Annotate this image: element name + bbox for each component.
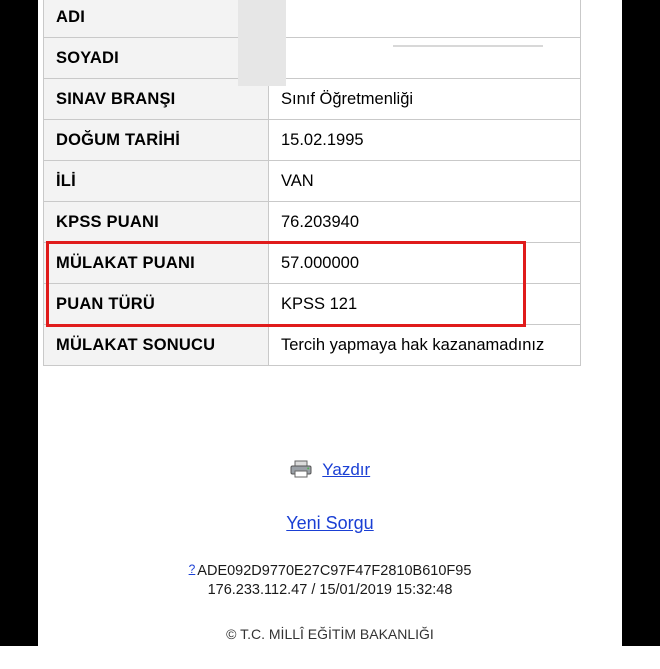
table-row [44, 284, 581, 325]
row-label: PUAN TÜRÜ [44, 284, 269, 325]
row-label: ADI [44, 0, 269, 38]
table-row [44, 38, 581, 79]
row-value: 76.203940 [269, 202, 581, 243]
row-label: MÜLAKAT SONUCU [44, 325, 269, 366]
bottom-cutoff-strip [0, 646, 660, 669]
table-row-interview-score [44, 243, 581, 284]
row-value: 57.000000 [269, 243, 581, 284]
row-value: KPSS 121 [269, 284, 581, 325]
row-label: DOĞUM TARİHİ [44, 120, 269, 161]
print-link[interactable]: Yazdır [322, 460, 371, 479]
table-row [44, 120, 581, 161]
row-value: VAN [269, 161, 581, 202]
help-icon[interactable]: ? [188, 562, 196, 576]
row-label: İLİ [44, 161, 269, 202]
exam-result-table [43, 0, 581, 366]
verification-code: ADE092D9770E27C97F47F2810B610F95 [197, 563, 472, 579]
table-body [44, 0, 581, 366]
copyright-text: © T.C. MİLLÎ EĞİTİM BAKANLIĞI [226, 626, 434, 642]
verification-code-row [38, 562, 622, 579]
row-label: KPSS PUANI [44, 202, 269, 243]
new-query-row [38, 513, 622, 534]
result-page [38, 0, 622, 669]
table-row-result [44, 325, 581, 366]
row-value: Sınıf Öğretmenliği [269, 79, 581, 120]
occluding-block [238, 0, 286, 86]
row-value: 15.02.1995 [269, 120, 581, 161]
print-action-row [38, 460, 622, 483]
row-value [269, 38, 581, 79]
row-value [269, 0, 581, 38]
printer-icon [290, 460, 312, 483]
table-row [44, 79, 581, 120]
row-label: SINAV BRANŞI [44, 79, 269, 120]
table-row-kpss-score [44, 202, 581, 243]
artifact-line [393, 45, 543, 47]
row-label: SOYADI [44, 38, 269, 79]
new-query-link[interactable]: Yeni Sorgu [286, 513, 374, 533]
table-row [44, 161, 581, 202]
ip-timestamp: 176.233.112.47 / 15/01/2019 15:32:48 [207, 582, 453, 598]
table-row [44, 0, 581, 38]
row-label: MÜLAKAT PUANI [44, 243, 269, 284]
row-value: Tercih yapmaya hak kazanamadınız [269, 325, 581, 366]
left-edge-bar [0, 0, 38, 669]
right-edge-bar [622, 0, 660, 669]
